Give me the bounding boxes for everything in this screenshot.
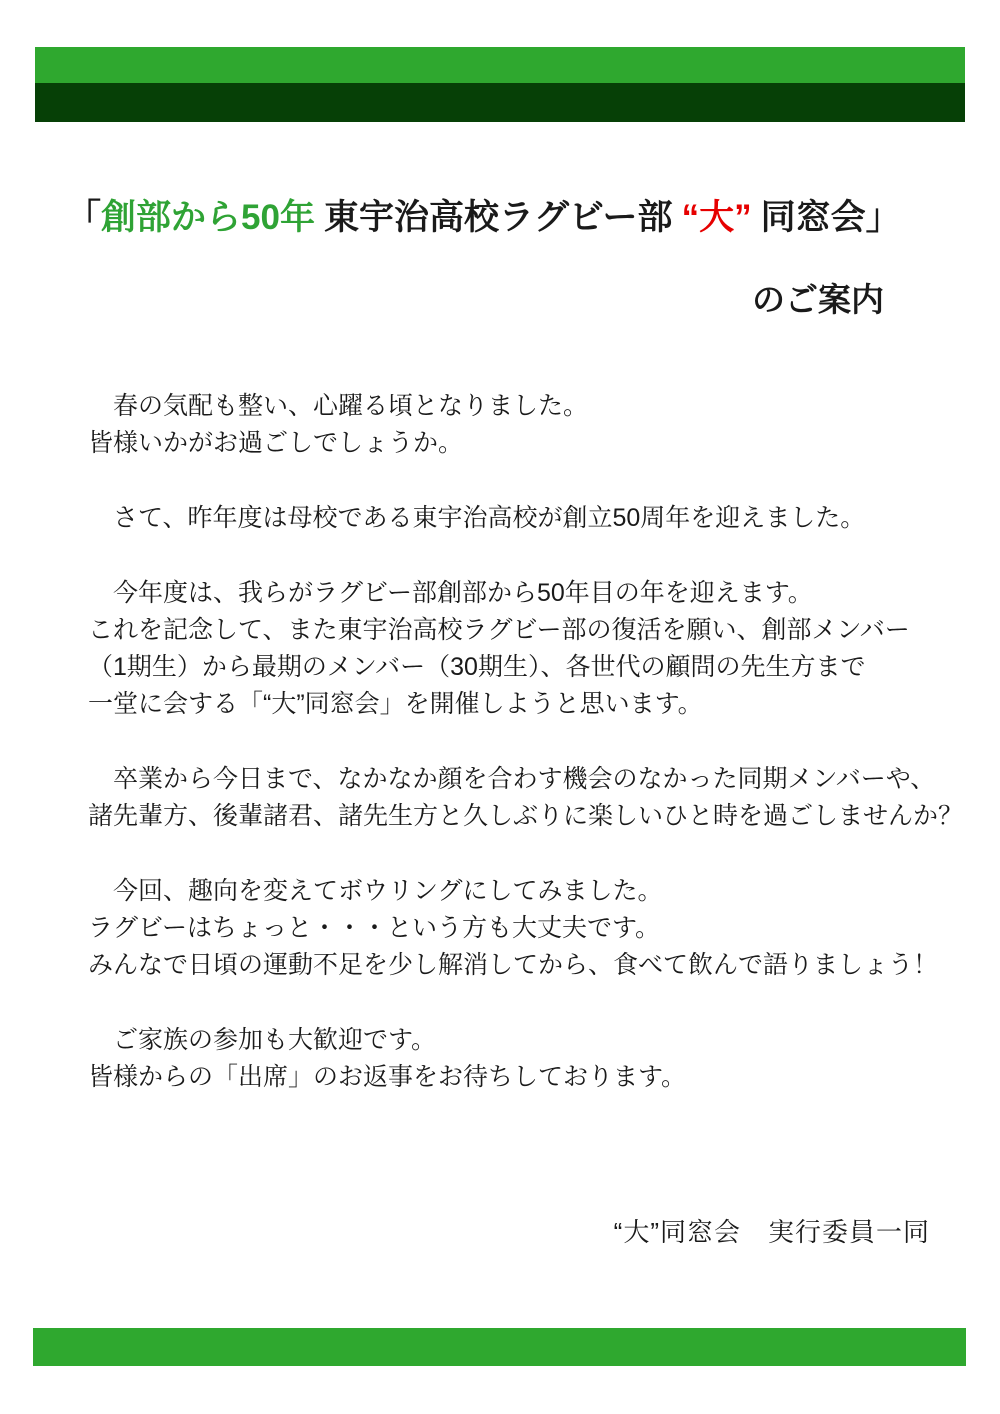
paragraph (88, 388, 968, 462)
text-line: 皆様からの「出席」のお返事をお待ちしております。 (88, 1063, 687, 1091)
paragraph (88, 873, 968, 984)
title-dai-text: “大” (681, 198, 752, 237)
document-title (66, 190, 946, 240)
text-line: 一堂に会する「“大”同窓会」を開催しようと思います。 (88, 690, 703, 718)
paragraph (88, 761, 968, 835)
text-line: 今回、趣向を変えてボウリングにしてみました。 (88, 877, 663, 905)
top-dark-green-bar (35, 83, 965, 122)
text-line: これを記念して、また東宇治高校ラグビー部の復活を願い、創部メンバー (88, 616, 910, 644)
text-line: 今年度は、我らがラグビー部創部から50年目の年を迎えます。 (88, 579, 813, 607)
paragraph (88, 500, 968, 537)
subtitle-guide-text: のご案内 (752, 281, 884, 318)
title-open-bracket: 「 (66, 198, 102, 237)
text-line: 諸先輩方、後輩諸君、諸先生方と久しぶりに楽しいひと時を過ごしませんか？ (88, 802, 964, 830)
text-line: 皆様いかがお過ごしでしょうか。 (88, 429, 464, 457)
text-line: ラグビーはちょっと・・・という方も大丈夫です。 (88, 914, 661, 942)
text-line: さて、昨年度は母校である東宇治高校が創立50周年を迎えました。 (88, 504, 866, 532)
text-line: 卒業から今日まで、なかなか顔を合わす機会のなかった同期メンバーや、 (88, 765, 936, 793)
text-line: 春の気配も整い、心躍る頃となりました。 (88, 392, 589, 420)
bottom-green-bar (33, 1328, 966, 1366)
paragraph (88, 1022, 968, 1096)
text-line: （1期生）から最期のメンバー（30期生）、各世代の顧問の先生方まで (88, 653, 866, 681)
title-school-club-text: 東宇治高校ラグビー部 (323, 198, 673, 237)
title-anniversary-text: 創部から50年 (101, 198, 315, 237)
paragraph (88, 575, 968, 723)
text-line: ご家族の参加も大歓迎です。 (88, 1026, 437, 1054)
top-green-bar (35, 47, 965, 83)
title-reunion-text: 同窓会」 (760, 198, 901, 237)
text-line: みんなで日頃の運動不足を少し解消してから、食べて飲んで語りましょう！ (88, 951, 939, 979)
body-text (88, 388, 968, 1134)
signature-committee: “大”同窓会 実行委員一同 (613, 1217, 930, 1247)
